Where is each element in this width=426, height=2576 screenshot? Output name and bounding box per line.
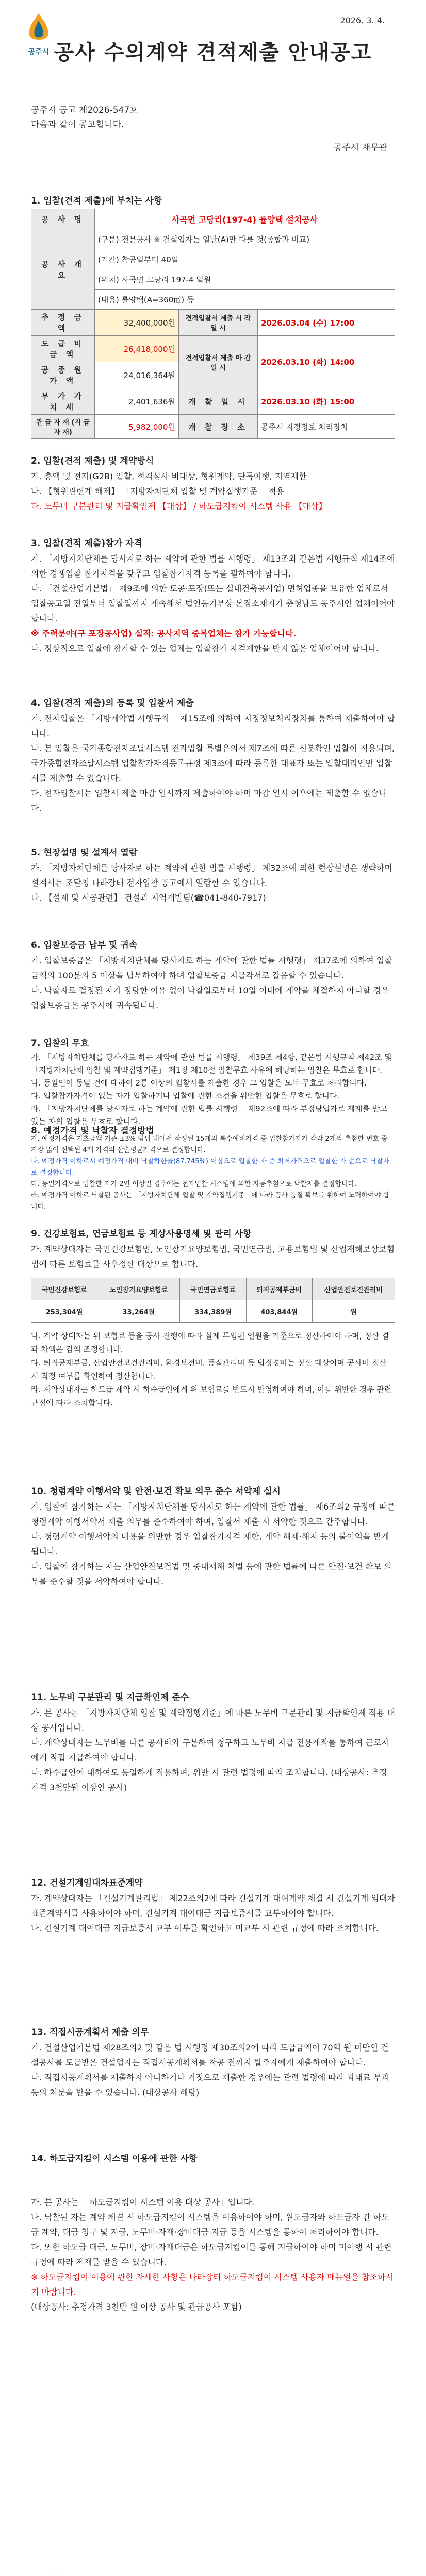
s4-line: 다. 전자입찰서는 입찰서 제출 마감 일시까지 제출하여야 하며 마감 일시 이후에는 제출할 수 없습니다.: [31, 788, 387, 813]
opening-place: 공주시 지정정보 처리장치: [258, 415, 395, 439]
insurance-rate-table: [31, 1278, 395, 1323]
section-7-body: [31, 1051, 395, 1128]
label-estimated-amount: 추 정 금 액: [31, 310, 95, 336]
s7-line: 라. 「지방자치단체를 당사자로 하는 계약에 관한 법률 시행령」 제92조에 따라 부정당업자로 제재를 받고 있는 자의 입찰은 무효로 합니다.: [31, 1104, 387, 1126]
label-opening-time: 개 찰 일 시: [179, 388, 258, 415]
s5-line: 가. 「지방자치단체를 당사자로 하는 계약에 관한 법률 시행령」 제32조에 의한 현장설명은 생략하며 설계서는 조달청 나라장터 전자입찰 공고에서 열람할 수 있습니다.: [31, 863, 392, 888]
issuer: 공주시 재무관: [334, 143, 387, 153]
s8-line: 다. 동일가격으로 입찰한 자가 2인 이상일 경우에는 전자입찰 시스템에 의한 자동추첨으로 낙찰자를 결정합니다.: [31, 1180, 357, 1188]
section-11-body: [31, 1705, 395, 1795]
section-13-body: [31, 2040, 395, 2100]
s2-line: 다. 노무비 구분관리 및 지급확인제 【대상】 / 하도급지킴이 시스템 사용 【대상】: [31, 501, 327, 511]
rate-value: 원: [312, 1300, 395, 1323]
section-15-title: [31, 2573, 84, 2576]
page-title: 공사 수의계약 견적제출 안내공고: [54, 41, 372, 64]
s2-line: 나. 【형원관련계 해제】 「지방자치단체 입찰 및 계약집행기준」 적용: [31, 486, 285, 496]
s4-line: 가. 전자입찰은 「지방계약법 시행규칙」 제15조에 의하여 지정정보처리장치를 통하여 제출하여야 합니다.: [31, 714, 396, 738]
s7-line: 다. 입찰참가자격이 없는 자가 입찰하거나 입찰에 관한 조건을 위반한 입찰은 무효로 합니다.: [31, 1091, 340, 1100]
rate-header: 퇴직공제부금비: [246, 1278, 312, 1300]
section-5-title: 5. 현장설명 및 설계서 열람: [31, 848, 138, 858]
section-8-title: 8. 예정가격 및 낙찰자 결정방법: [31, 1126, 155, 1136]
s3-line: ※ 주력분야(구 포장공사업) 실적: 공사지역 중복업체는 참가 가능합니다.: [31, 629, 297, 638]
section-13-title: 13. 직접시공계획서 제출 의무: [31, 2027, 149, 2038]
notice-number: 공주시 공고 제2026-547호: [31, 105, 138, 115]
label-cost-amount: 공 종 원 가 액: [31, 362, 95, 388]
logo-text: 공주시: [28, 48, 50, 56]
s14-line: (대상공사: 추정가격 3천만 원 이상 공사 및 관급공사 포함): [31, 2302, 242, 2312]
s11-line: 나. 계약상대자는 노무비를 다른 공사비와 구분하여 청구하고 노무비 지급 전용계좌를 통하여 근로자에게 직접 지급하여야 합니다.: [31, 1738, 389, 1762]
section-14-body: [31, 2195, 395, 2314]
s3-line: 가. 「지방자치단체를 당사자로 하는 계약에 관한 법률 시행령」 제13조와 같은법 시행규칙 제14조에 의한 경쟁입찰 참가자격을 갖추고 입찰참가자격 등록을 필하여야 합니다.: [31, 554, 395, 579]
section-8-body: [31, 1133, 395, 1211]
rate-header: 노인장기요양보험료: [97, 1278, 180, 1300]
overview-content: (내용) 률양택(A=360㎡) 등: [95, 290, 395, 310]
rate-header: 국민연금보험료: [180, 1278, 246, 1300]
rate-value: 253,304원: [31, 1300, 97, 1323]
notice-meta: [31, 103, 138, 132]
section-1-title: 1. 입찰(견적 제출)에 부치는 사항: [31, 196, 162, 206]
s9-line: 라. 계약상대자는 하도급 계약 시 하수급인에게 위 보험료를 반드시 반영하여야 하며, 이를 위반한 경우 관련 규정에 따라 조치합니다.: [31, 1385, 392, 1408]
s6-line: 나. 낙찰자로 결정된 자가 정당한 이유 없이 낙찰일로부터 10일 이내에 계약을 체결하지 아니할 경우 입찰보증금은 공주시에 귀속됩니다.: [31, 986, 389, 1010]
estimated-amount: 32,400,000원: [95, 310, 179, 336]
overview-type: (구분) 전문공사 ※ 건설업자는 일반(A)만 다룰 것(종합과 비교): [95, 229, 395, 249]
section-9-body: [31, 1329, 395, 1410]
bid-deadline: 2026.03.10 (화) 14:00: [258, 336, 395, 388]
section-9-intro: [31, 1242, 395, 1272]
section-2-title: 2. 입찰(견적 제출) 및 계약방식: [31, 456, 154, 466]
s11-line: 가. 본 공사는 「지방자치단체 입찰 및 계약집행기준」에 따른 노무비 구분관리 및 지급확인제 적용 대상 공사입니다.: [31, 1708, 395, 1733]
s3-line: 나. 「건설산업기본법」 제9조에 의한 토공·포장(또는 실내건축공사업) 면허업종을 보유한 업체로서 입찰공고일 전일부터 입찰일까지 계속해서 법인등기부상 본점소재지가 충청남도 공주시인 업체이어야 합니다.: [31, 584, 395, 623]
section-2-body: [31, 469, 395, 514]
project-name: 사곡면 고당리(197-4) 률양택 설치공사: [95, 209, 395, 229]
s13-line: 가. 건설산업기본법 제28조의2 및 같은 법 시행령 제30조의2에 따라 도급금액이 70억 원 미만인 건설공사를 도급받은 건설업자는 직접시공계획서를 착공 전까지 발주자에게 제출하여야 합니다.: [31, 2043, 389, 2067]
opening-time: 2026.03.10 (화) 15:00: [258, 388, 395, 415]
contract-amount: 26,418,000원: [95, 336, 179, 362]
s8-line: 가. 예정가격은 기초금액 기준 ±3% 범위 내에서 작성된 15개의 복수예비가격 중 입찰참가자가 각각 2개씩 추첨한 번호 중 가장 많이 선택된 4개 가격의 산술평균가격으로 결정합니다.: [31, 1135, 388, 1154]
s14-line: 다. 또한 하도급 대금, 노무비, 장비·자재대금은 하도급지킴이를 통해 지급하여야 하며 미이행 시 관련 규정에 따라 제재를 받을 수 있습니다.: [31, 2242, 392, 2267]
s3-line: 다. 정상적으로 입찰에 참가할 수 있는 업체는 입찰참가 자격제한을 받지 않은 업체이어야 합니다.: [31, 643, 379, 653]
section-5-body: [31, 860, 395, 905]
rate-value: 403,844원: [246, 1300, 312, 1323]
overview-period: (기간) 착공일부터 40일: [95, 249, 395, 269]
section-6-body: [31, 953, 395, 1013]
s9-line: 다. 퇴직공제부금, 산업안전보건관리비, 환경보전비, 품질관리비 등 법정경비는 정산 대상이며 공사비 정산 시 적정 여부를 확인하여 정산합니다.: [31, 1358, 387, 1381]
notice-intro: 다음과 같이 공고합니다.: [31, 120, 124, 130]
s6-line: 가. 입찰보증금은 「지방자치단체를 당사자로 하는 계약에 관한 법률 시행령」 제37조에 의하여 입찰금액의 100분의 5 이상을 납부하여야 하며 입찰보증금 지급각서로 갈음할 수 있습니다.: [31, 956, 392, 980]
section-12-title: 12. 건설기계임대차표준계약: [31, 1878, 143, 1888]
label-bid-start: 견적입찰서 제출 시 작 일 시: [179, 310, 258, 336]
s10-line: 가. 입찰에 참가하는 자는 「지방자치단체를 당사자로 하는 계약에 관한 법률」 제6조의2 규정에 따른 청렴계약 이행서약서 제출 의무를 준수하여야 하며, 입찰서 제출 시 서약한 것으로 간주합니다.: [31, 1502, 395, 1527]
section-9-title: 9. 건강보험료, 연금보험료 등 계상사용명세 및 관리 사항: [31, 1229, 252, 1239]
s12-line: 나. 건설기계 대여대금 지급보증서 교부 여부를 확인하고 미교부 시 관련 규정에 따라 조치합니다.: [31, 1923, 379, 1933]
s4-line: 나. 본 입찰은 국가종합전자조달시스템 전자입찰 특별유의서 제7조에 따른 신분확인 입찰이 적용되며, 국가종합전자조달시스템 입찰참가자격등록규정 제3조에 따라 등록한 대표자 또는 입찰대리인만 입찰서를 제출할 수 있습니다.: [31, 743, 395, 783]
s13-line: 나. 직접시공계획서를 제출하지 아니하거나 거짓으로 제출한 경우에는 관련 법령에 따라 과태료 부과 등의 처분을 받을 수 있습니다. (대상공사 해당): [31, 2073, 389, 2097]
section-7-title: 7. 입찰의 무효: [31, 1038, 89, 1048]
s9-line: 가. 계약상대자는 국민건강보험법, 노인장기요양보험법, 국민연금법, 고용보험법 및 산업재해보상보험법에 따른 보험료를 사후정산 대상으로 합니다.: [31, 1244, 395, 1269]
section-14-title: 14. 하도급지킴이 시스템 이용에 관한 사항: [31, 2154, 198, 2164]
section-12-body: [31, 1891, 395, 1936]
s9-line: 나. 계약 상대자는 위 보험료 등을 공사 진행에 따라 실제 투입된 인원을 기준으로 정산하여야 하며, 정산 결과 차액은 감액 조정합니다.: [31, 1331, 389, 1354]
section-3-title: 3. 입찰(견적 제출)참가 자격: [31, 538, 142, 549]
overview-location: (위치) 사곡면 고당리 197-4 일원: [95, 269, 395, 290]
cost-amount: 24,016,364원: [95, 362, 179, 388]
label-project-overview: 공 사 개 요: [31, 229, 95, 310]
bid-summary-table: [31, 209, 395, 439]
section-6-title: 6. 입찰보증금 납부 및 귀속: [31, 940, 138, 951]
s12-line: 가. 계약상대자는 「건설기계관리법」 제22조의2에 따라 건설기계 대여계약 체결 시 건설기계 임대차 표준계약서를 사용하여야 하며, 건설기계 대여대금 지급보증서를 교부하여야 합니다.: [31, 1893, 395, 1918]
section-10-title: 10. 청렴계약 이행서약 및 안전·보건 확보 의무 준수 서약제 실시: [31, 1486, 281, 1497]
label-bid-deadline: 견적입찰서 제출 마 감 일 시: [179, 336, 258, 388]
s8-line: 나. 예정가격 이하로서 예정가격 대비 낙찰하한율(87.745%) 이상으로 입찰한 자 중 최저가격으로 입찰한 자 순으로 낙찰자로 결정합니다.: [31, 1158, 390, 1177]
s2-line: 가. 총액 및 전자(G2B) 입찰, 적격심사 비대상, 형원계약, 단독이행, 지역제한: [31, 471, 307, 481]
section-3-body: [31, 551, 395, 656]
notice-date: 2026. 3. 4.: [340, 15, 385, 25]
rate-header: 산업안전보건관리비: [312, 1278, 395, 1300]
rate-value: 334,389원: [180, 1300, 246, 1323]
s11-line: 다. 하수급인에 대하여도 동일하게 적용하며, 위반 시 관련 법령에 따라 조치합니다. (대상공사: 추정가격 3천만원 이상인 공사): [31, 1768, 387, 1792]
s14-line: ※ 하도급지킴이 이용에 관한 자세한 사항은 나라장터 하도급지킴이 시스템 사용자 매뉴얼을 참조하시기 바랍니다.: [31, 2272, 394, 2297]
section-4-title: 4. 입찰(견적 제출)의 등록 및 입찰서 제출: [31, 698, 194, 708]
section-11-title: 11. 노무비 구분관리 및 지급확인제 준수: [31, 1692, 189, 1703]
s5-line: 나. 【설계 및 시공관련】 건설과 지역개발팀(☎041-840-7917): [31, 893, 266, 903]
label-opening-place: 개 찰 장 소: [179, 415, 258, 439]
vat-amount: 2,401,636원: [95, 388, 179, 415]
section-10-body: [31, 1499, 395, 1589]
s14-line: 나. 낙찰된 자는 계약 체결 시 하도급지킴이 시스템을 이용하여야 하며, 원도급자와 하도급자 간 하도급 계약, 대금 청구 및 지급, 노무비·자재·장비대금 지급 등을 시스템을 통하여 처리하여야 합니다.: [31, 2212, 389, 2237]
s7-line: 나. 동일인이 동일 건에 대하여 2통 이상의 입찰서를 제출한 경우 그 입찰은 모두 무효로 처리합니다.: [31, 1078, 367, 1088]
s10-line: 나. 청렴계약 이행서약의 내용을 위반한 경우 입찰참가자격 제한, 계약 해제·해지 등의 불이익을 받게 됩니다.: [31, 1532, 389, 1556]
label-contract-amount: 도 급 비 금 액: [31, 336, 95, 362]
s7-line: 가. 「지방자치단체를 당사자로 하는 계약에 관한 법률 시행령」 제39조 제4항, 같은법 시행규칙 제42조 및 「지방자치단체 입찰 및 계약집행기준」 제1장 제10절 입찰무효 사유에 해당하는 입찰은 무효로 합니다.: [31, 1053, 392, 1075]
section-4-body: [31, 711, 395, 816]
bid-start: 2026.03.04 (수) 17:00: [258, 310, 395, 336]
supplied-materials: 5,982,000원: [95, 415, 179, 439]
rate-header: 국민건강보험료: [31, 1278, 97, 1300]
label-project-name: 공 사 명: [31, 209, 95, 229]
label-supplied-materials: 관 급 자 재 (지 급 자 재): [31, 415, 95, 439]
s14-line: 가. 본 공사는 「하도급지킴이 시스템 이용 대상 공사」입니다.: [31, 2197, 255, 2207]
rate-value: 33,264원: [97, 1300, 180, 1323]
label-vat: 부 가 가 치 세: [31, 388, 95, 415]
s10-line: 다. 입찰에 참가하는 자는 산업안전보건법 및 중대재해 처벌 등에 관한 법률에 따른 안전·보건 확보 의무를 준수할 것을 서약하여야 합니다.: [31, 1562, 392, 1586]
s8-line: 라. 예정가격 이하로 낙찰된 공사는 「지방자치단체 입찰 및 계약집행기준」에 따라 공사 품질 확보를 위하여 노력하여야 합니다.: [31, 1192, 389, 1211]
